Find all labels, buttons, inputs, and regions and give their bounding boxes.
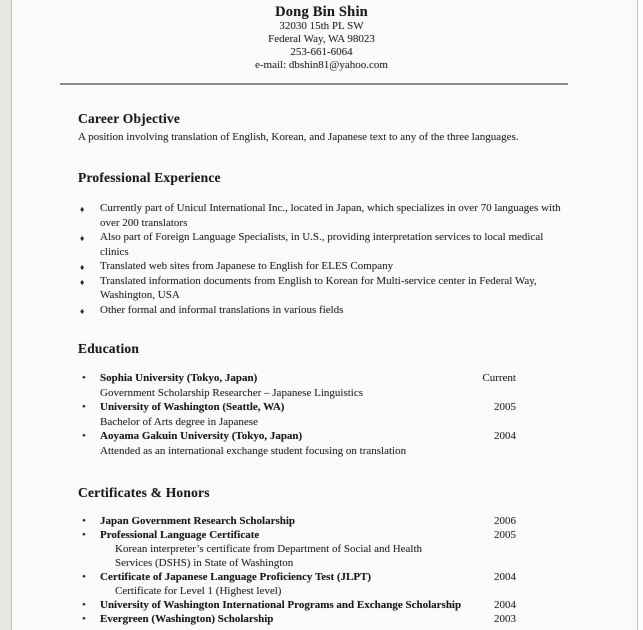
certificate-title: University of Washington International Programs and Exchange Scholarship <box>100 599 462 611</box>
dot-bullet-icon: • <box>82 599 86 611</box>
certificate-detail: Korean interpreter’s certificate from Department of Social and Health Services (DSHS) in State of Washington <box>115 543 423 569</box>
dot-bullet-icon: • <box>82 401 86 413</box>
section-heading: Career Objective <box>78 111 181 126</box>
dot-bullet-icon: • <box>82 372 86 384</box>
certificate-title: Professional Language Certificate <box>100 529 260 541</box>
experience-item-text: Also part of Foreign Language Specialists, in U.S., providing interpretation services to local medical clinics <box>100 231 544 258</box>
diamond-bullet-icon: ♦ <box>80 233 85 243</box>
candidate-name: Dong Bin Shin <box>275 4 368 20</box>
diamond-bullet-icon: ♦ <box>80 262 85 272</box>
certificate-year: 2003 <box>494 613 516 625</box>
dot-bullet-icon: • <box>82 571 86 583</box>
section-certificates-honors <box>78 484 516 626</box>
dot-bullet-icon: • <box>82 613 86 625</box>
experience-item <box>78 303 570 318</box>
education-list <box>78 371 516 458</box>
section-education <box>78 340 516 458</box>
certificate-detail: Certificate for Level 1 (Highest level) <box>115 585 282 597</box>
certificate-title: Evergreen (Washington) Scholarship <box>100 613 274 625</box>
header-divider-rule <box>60 83 568 85</box>
experience-item <box>78 201 570 230</box>
education-year: 2004 <box>494 430 516 442</box>
education-item <box>78 371 516 400</box>
experience-item <box>78 230 570 259</box>
certificate-item <box>78 528 516 570</box>
certificate-item <box>78 570 516 598</box>
education-detail: Government Scholarship Researcher – Japanese Linguistics <box>100 386 364 399</box>
diamond-bullet-icon: ♦ <box>80 204 85 214</box>
education-school: Aoyama Gakuin University (Tokyo, Japan) <box>100 430 303 442</box>
email-line: e-mail: dbshin81@yahoo.com <box>255 59 388 71</box>
street-address: 32030 15th PL SW <box>279 20 364 32</box>
experience-item <box>78 274 570 303</box>
education-detail: Bachelor of Arts degree in Japanese <box>100 415 258 428</box>
education-year: 2005 <box>494 401 516 413</box>
certificate-year: 2006 <box>494 515 516 527</box>
diamond-bullet-icon: ♦ <box>80 305 85 316</box>
education-school: Sophia University (Tokyo, Japan) <box>100 372 258 384</box>
certificates-list <box>78 514 516 626</box>
city-state-zip: Federal Way, WA 98023 <box>268 33 375 45</box>
education-detail: Attended as an international exchange student focusing on translation <box>100 444 407 457</box>
education-school: University of Washington (Seattle, WA) <box>100 401 285 413</box>
certificate-year: 2004 <box>494 571 516 583</box>
dot-bullet-icon: • <box>82 529 86 541</box>
education-item <box>78 429 516 458</box>
diamond-bullet-icon: ♦ <box>80 276 85 287</box>
experience-item-text: Translated web sites from Japanese to English for ELES Company <box>100 260 394 272</box>
certificate-item <box>78 598 516 612</box>
education-item <box>78 400 516 429</box>
dot-bullet-icon: • <box>82 430 86 442</box>
experience-item-text: Other formal and informal translations in various fields <box>100 303 344 316</box>
experience-item-text: Translated information documents from English to Korean for Multi-service center in Federal Way, Washington, USA <box>100 274 537 301</box>
certificate-title: Certificate of Japanese Language Proficiency Test (JLPT) <box>100 571 372 583</box>
contact-header <box>0 4 643 72</box>
certificate-year: 2004 <box>494 599 516 611</box>
certificate-title: Japan Government Research Scholarship <box>100 515 296 527</box>
experience-item <box>78 259 570 274</box>
certificate-item <box>78 612 516 626</box>
experience-item-text: Currently part of Unicul International Inc., located in Japan, which specializes in over 70 languages with over 200 translators <box>100 202 561 229</box>
section-career-objective <box>78 110 570 144</box>
objective-text: A position involving translation of English, Korean, and Japanese text to any of the three languages. <box>78 131 519 143</box>
section-heading: Professional Experience <box>78 170 221 185</box>
certificate-year: 2005 <box>494 529 516 541</box>
certificate-item <box>78 514 516 528</box>
section-professional-experience <box>78 169 570 317</box>
experience-list <box>78 201 570 317</box>
section-heading: Education <box>78 341 140 356</box>
section-heading: Certificates & Honors <box>78 485 210 500</box>
dot-bullet-icon: • <box>82 515 86 527</box>
education-year: Current <box>482 372 516 384</box>
phone-number: 253-661-6064 <box>290 46 353 58</box>
